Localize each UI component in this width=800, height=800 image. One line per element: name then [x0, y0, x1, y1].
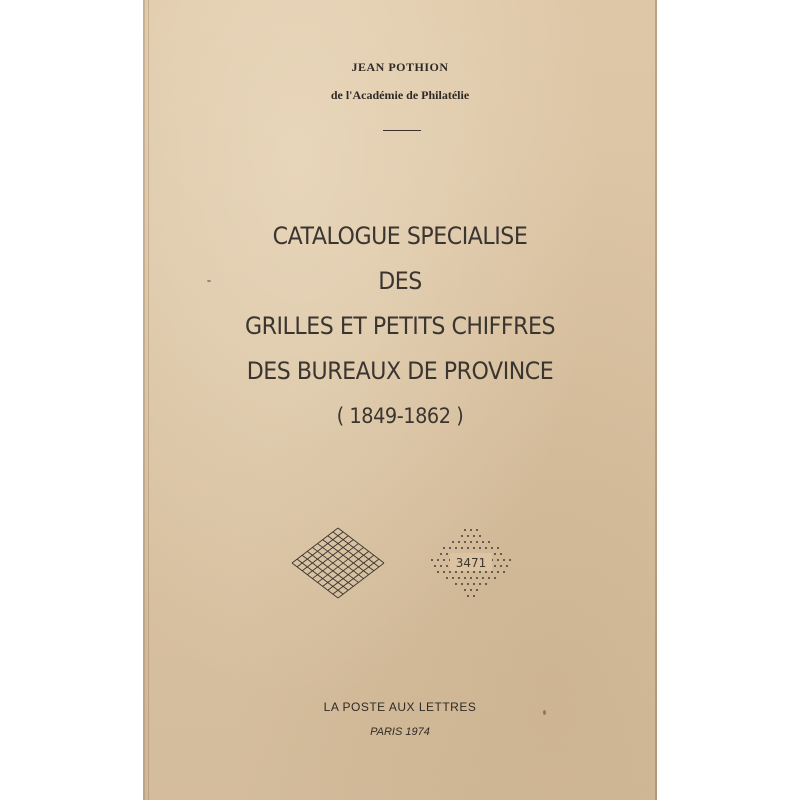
- publisher-name: LA POSTE AUX LETTRES: [323, 700, 477, 714]
- book-title: [143, 214, 657, 439]
- cancel-number: 3471: [455, 556, 487, 570]
- author-name: JEAN POTHION: [351, 60, 449, 74]
- title-line-2: DES: [378, 267, 422, 295]
- paper-speck: [207, 280, 211, 282]
- title-line-3: GRILLES ET PETITS CHIFFRES: [244, 312, 556, 340]
- title-line-5: ( 1849-1862 ): [336, 404, 464, 428]
- petits-chiffres-cancel-icon: [424, 522, 518, 602]
- title-line-4: DES BUREAUX DE PROVINCE: [246, 357, 554, 385]
- book-cover: [143, 0, 657, 800]
- publication-place-year: PARIS 1974: [370, 726, 430, 738]
- grille-cancel-icon: [290, 526, 386, 600]
- paper-speck: [543, 710, 546, 715]
- divider-rule: [383, 130, 421, 131]
- title-line-1: CATALOGUE SPECIALISE: [272, 222, 528, 250]
- author-affiliation: de l'Académie de Philatélie: [330, 88, 470, 102]
